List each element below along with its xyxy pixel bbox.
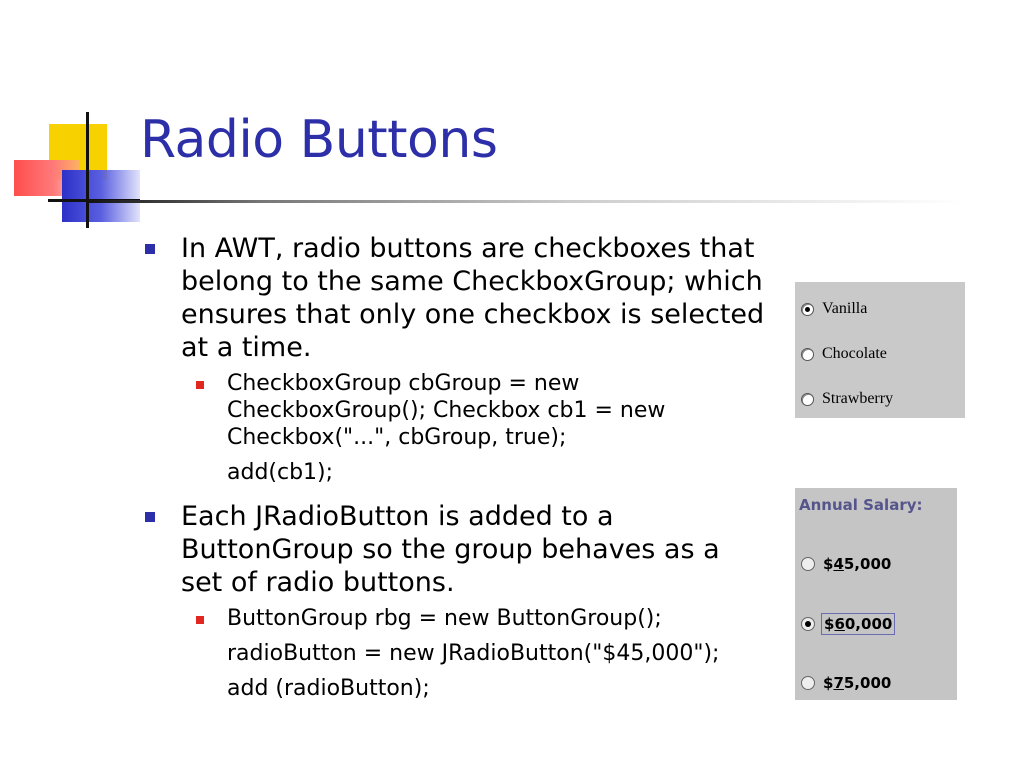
deco-vertical-line [86, 112, 89, 228]
panel-title: Annual Salary: [799, 496, 923, 514]
code-text: add (radioButton); [227, 676, 430, 701]
awt-checkbox-group-panel [795, 282, 965, 418]
swing-salary-panel [795, 488, 957, 700]
slide-title: Radio Buttons [140, 110, 498, 170]
bullet-awt [140, 232, 765, 364]
option-label: $75,000 [823, 674, 892, 692]
code-line [140, 459, 765, 486]
awt-option-vanilla[interactable] [801, 298, 867, 320]
option-label: Chocolate [822, 345, 887, 362]
deco-blue-bar [62, 170, 140, 222]
bullet-text: In AWT, radio buttons are checkboxes that belong to the same CheckboxGroup; which ensures that only one checkbox is selected at a time. [181, 233, 765, 363]
code-text: ButtonGroup rbg = new ButtonGroup(); [227, 606, 662, 631]
slide-body [140, 232, 765, 702]
code-line [140, 640, 765, 667]
option-label: $45,000 [823, 555, 892, 573]
code-line [140, 605, 765, 632]
code-line [140, 370, 765, 451]
corner-decoration [0, 0, 160, 240]
option-label: Vanilla [822, 300, 868, 317]
radio-checked-icon[interactable] [801, 303, 814, 316]
radio-checked-icon[interactable] [801, 617, 815, 631]
radio-unchecked-icon[interactable] [801, 393, 814, 406]
code-text: CheckboxGroup cbGroup = new CheckboxGroup(); Checkbox cb1 = new Checkbox("...", cbGroup, true); [227, 371, 666, 450]
radio-unchecked-icon[interactable] [801, 676, 815, 690]
title-underline [86, 200, 966, 203]
awt-option-chocolate[interactable] [801, 343, 887, 365]
awt-option-strawberry[interactable] [801, 388, 893, 410]
radio-unchecked-icon[interactable] [801, 348, 814, 361]
sub-bullet-marker [196, 381, 204, 389]
code-text: add(cb1); [227, 460, 334, 485]
bullet-marker [145, 512, 155, 522]
sub-bullet-marker [196, 616, 204, 624]
code-text: radioButton = new JRadioButton("$45,000"); [227, 641, 720, 666]
bullet-marker [145, 244, 155, 254]
salary-option-75000[interactable] [801, 671, 893, 695]
bullet-text: Each JRadioButton is added to a ButtonGroup so the group behaves as a set of radio buttons. [181, 501, 720, 598]
option-label: Strawberry [822, 390, 894, 407]
salary-option-45000[interactable] [801, 552, 893, 576]
option-label: $60,000 [821, 613, 895, 635]
code-line [140, 675, 765, 702]
radio-unchecked-icon[interactable] [801, 557, 815, 571]
salary-option-60000[interactable] [801, 612, 895, 636]
bullet-swing [140, 500, 765, 599]
